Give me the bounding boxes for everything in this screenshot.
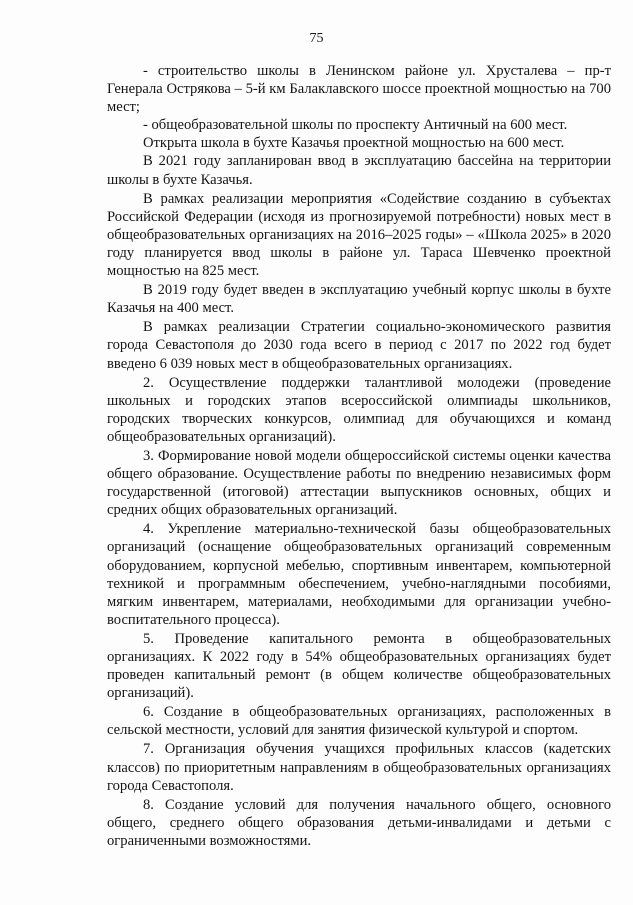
paragraph-school-antichny: - общеобразовательной школы по проспекту Античный на 600 мест. (143, 117, 568, 134)
paragraph-school-kazachya-opened: Открыта школа в бухте Казачья проектной мощностью на 600 мест. (143, 135, 565, 152)
paragraph-school-2025-program: В рамках реализации мероприятия «Содействие созданию в субъектах Российской Федерации (исходя из прогнозируемой потребности) новых мест в общеобразовательных организациях на 2016–2025 годы» – «Школа 2025» в 2020 году планируется ввод школы в районе ул. Тараса Шевченко проектной мощностью на 825 мест. (107, 190, 611, 280)
paragraph-item-3-quality-assessment: 3. Формирование новой модели общероссийской системы оценки качества общего образование. Осуществление работы по внедрению независимых форм государственной (итоговой) аттестации выпускников основных, общих и средних общих образовательных организаций. (107, 447, 611, 519)
paragraph-item-2-talented-youth: 2. Осуществление поддержки талантливой молодежи (проведение школьных и городских этапов всероссийской олимпиады школьников, городских творческих конкурсов, олимпиад для обучающихся и команд общеобразовательных организаций). (107, 374, 611, 445)
paragraph-pool-2021: В 2021 году запланирован ввод в эксплуатацию бассейна на территории школы в бухте Казачья. (107, 153, 611, 188)
paragraph-item-8-inclusive-education: 8. Создание условий для получения начального общего, основного общего, среднего общего образования детьми-инвалидами и детьми с ограниченными возможностями. (107, 796, 611, 849)
paragraph-academic-building-2019: В 2019 году будет введен в эксплуатацию учебный корпус школы в бухте Казачья на 400 мест. (107, 282, 611, 317)
page-content (107, 62, 611, 850)
paragraph-item-4-material-base: 4. Укрепление материально-технической базы общеобразовательных организаций (оснащение общеобразовательных организаций современным оборудованием, корпусной мебелью, спортивным инвентарем, компьютерной техникой и программным обеспечением, учебно-наглядными пособиями, мягким инвентарем, материалами, необходимыми для организации учебно-воспитательного процесса). (107, 521, 611, 628)
paragraph-strategy-2030: В рамках реализации Стратегии социально-экономического развития города Севастополя до 2030 года всего в период с 2017 по 2022 год будет введено 6 039 новых мест в общеобразовательных организациях. (107, 319, 611, 372)
paragraph-item-7-profile-classes: 7. Организация обучения учащихся профильных классов (кадетских классов) по приоритетным направлениям в общеобразовательных организациях города Севастополя. (107, 741, 611, 794)
page-number: 75 (309, 31, 324, 46)
paragraph-item-6-rural-sports: 6. Создание в общеобразовательных организациях, расположенных в сельской местности, условий для занятия физической культурой и спортом. (107, 704, 611, 739)
paragraph-item-5-capital-repair: 5. Проведение капитального ремонта в общеобразовательных организациях. К 2022 году в 54% общеобразовательных организациях будет проведен капитальный ремонт (в общем количестве общеобразовательных организаций). (107, 630, 611, 702)
paragraph-school-construction-leninsky: - строительство школы в Ленинском районе ул. Хрусталева – пр-т Генерала Острякова – 5-й км Балаклавского шоссе проектной мощностью на 700 мест; (107, 63, 611, 116)
